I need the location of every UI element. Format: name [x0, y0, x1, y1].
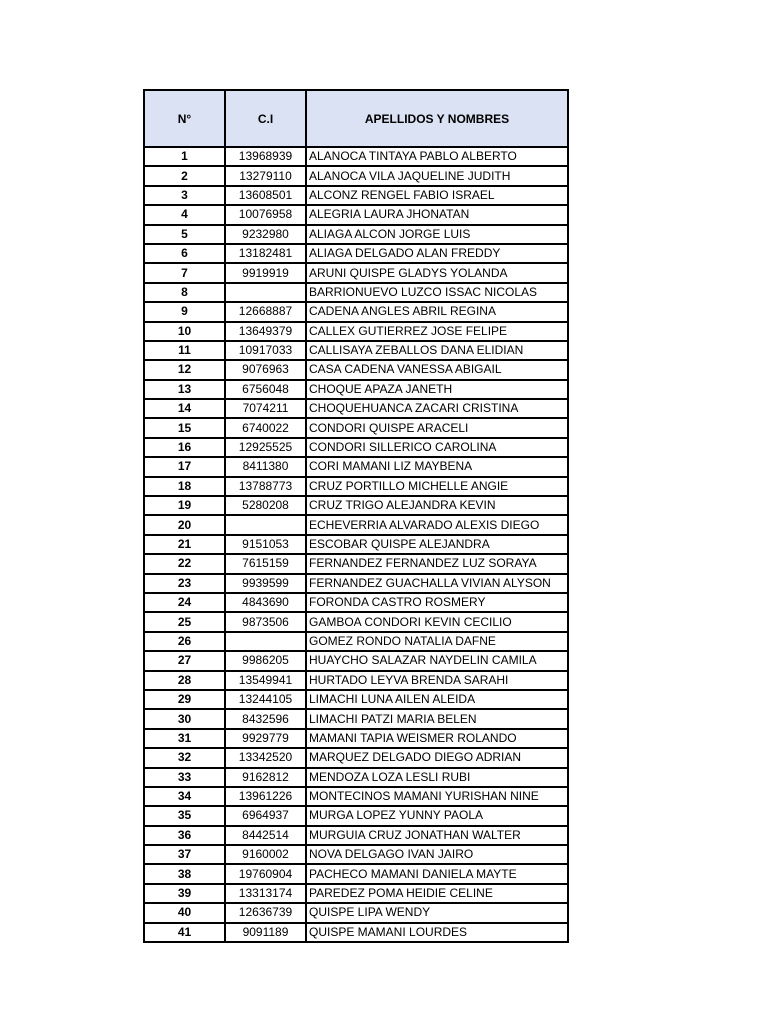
row-number-cell: 20 — [144, 515, 225, 534]
row-number-cell: 27 — [144, 651, 225, 670]
row-name-cell: ALEGRIA LAURA JHONATAN — [306, 205, 568, 224]
table-row — [144, 612, 568, 631]
row-name-cell: GAMBOA CONDORI KEVIN CECILIO — [306, 612, 568, 631]
row-number-cell: 34 — [144, 787, 225, 806]
table-row — [144, 186, 568, 205]
table-row — [144, 903, 568, 922]
header-row — [144, 90, 568, 147]
row-name-cell: HUAYCHO SALAZAR NAYDELIN CAMILA — [306, 651, 568, 670]
table-row — [144, 283, 568, 302]
row-name-cell: MARQUEZ DELGADO DIEGO ADRIAN — [306, 748, 568, 767]
row-ci-cell: 7074211 — [225, 399, 306, 418]
table-row — [144, 341, 568, 360]
row-number-cell: 21 — [144, 535, 225, 554]
row-ci-cell: 8442514 — [225, 826, 306, 845]
row-ci-cell: 13279110 — [225, 166, 306, 185]
row-number-cell: 4 — [144, 205, 225, 224]
row-ci-cell: 6964937 — [225, 806, 306, 825]
row-name-cell: CRUZ TRIGO ALEJANDRA KEVIN — [306, 496, 568, 515]
row-name-cell: PAREDEZ POMA HEIDIE CELINE — [306, 884, 568, 903]
row-ci-cell: 9091189 — [225, 923, 306, 942]
table-row — [144, 845, 568, 864]
table-row — [144, 593, 568, 612]
row-ci-cell: 12925525 — [225, 438, 306, 457]
table-header — [144, 90, 568, 147]
row-name-cell: CRUZ PORTILLO MICHELLE ANGIE — [306, 477, 568, 496]
row-ci-cell: 9160002 — [225, 845, 306, 864]
row-ci-cell: 9162812 — [225, 768, 306, 787]
row-number-cell: 9 — [144, 302, 225, 321]
row-ci-cell: 13244105 — [225, 690, 306, 709]
row-ci-cell: 9076963 — [225, 360, 306, 379]
row-name-cell: CADENA ANGLES ABRIL REGINA — [306, 302, 568, 321]
row-name-cell: MURGA LOPEZ YUNNY PAOLA — [306, 806, 568, 825]
row-name-cell: GOMEZ RONDO NATALIA DAFNE — [306, 632, 568, 651]
row-name-cell: CONDORI SILLERICO CAROLINA — [306, 438, 568, 457]
header-full-name: APELLIDOS Y NOMBRES — [306, 90, 568, 147]
row-name-cell: ALANOCA TINTAYA PABLO ALBERTO — [306, 147, 568, 166]
row-ci-cell: 7615159 — [225, 554, 306, 573]
row-ci-cell: 9151053 — [225, 535, 306, 554]
row-name-cell: CHOQUE APAZA JANETH — [306, 380, 568, 399]
row-number-cell: 5 — [144, 225, 225, 244]
table-row — [144, 418, 568, 437]
table-row — [144, 244, 568, 263]
row-number-cell: 41 — [144, 923, 225, 942]
row-number-cell: 13 — [144, 380, 225, 399]
row-name-cell: MONTECINOS MAMANI YURISHAN NINE — [306, 787, 568, 806]
table-row — [144, 477, 568, 496]
row-number-cell: 35 — [144, 806, 225, 825]
row-name-cell: LIMACHI LUNA AILEN ALEIDA — [306, 690, 568, 709]
table-row — [144, 806, 568, 825]
row-number-cell: 28 — [144, 671, 225, 690]
header-ci: C.I — [225, 90, 306, 147]
row-ci-cell: 12668887 — [225, 302, 306, 321]
row-ci-cell: 9919919 — [225, 263, 306, 282]
row-number-cell: 17 — [144, 457, 225, 476]
row-ci-cell: 8432596 — [225, 709, 306, 728]
row-ci-cell: 19760904 — [225, 864, 306, 883]
row-ci-cell: 9873506 — [225, 612, 306, 631]
row-name-cell: QUISPE MAMANI LOURDES — [306, 923, 568, 942]
row-ci-cell — [225, 515, 306, 534]
row-number-cell: 22 — [144, 554, 225, 573]
row-number-cell: 29 — [144, 690, 225, 709]
row-name-cell: MENDOZA LOZA LESLI RUBI — [306, 768, 568, 787]
table-row — [144, 632, 568, 651]
row-number-cell: 16 — [144, 438, 225, 457]
table-row — [144, 225, 568, 244]
row-name-cell: FORONDA CASTRO ROSMERY — [306, 593, 568, 612]
table-row — [144, 166, 568, 185]
row-ci-cell: 9929779 — [225, 729, 306, 748]
row-ci-cell: 8411380 — [225, 457, 306, 476]
row-name-cell: MURGUIA CRUZ JONATHAN WALTER — [306, 826, 568, 845]
row-number-cell: 6 — [144, 244, 225, 263]
row-number-cell: 26 — [144, 632, 225, 651]
row-name-cell: BARRIONUEVO LUZCO ISSAC NICOLAS — [306, 283, 568, 302]
row-number-cell: 14 — [144, 399, 225, 418]
row-number-cell: 39 — [144, 884, 225, 903]
row-name-cell: ALIAGA ALCON JORGE LUIS — [306, 225, 568, 244]
row-ci-cell: 13788773 — [225, 477, 306, 496]
row-number-cell: 12 — [144, 360, 225, 379]
row-ci-cell: 12636739 — [225, 903, 306, 922]
row-number-cell: 33 — [144, 768, 225, 787]
table-row — [144, 690, 568, 709]
table-body — [144, 147, 568, 942]
table-row — [144, 729, 568, 748]
table-row — [144, 574, 568, 593]
row-ci-cell — [225, 283, 306, 302]
row-ci-cell: 13968939 — [225, 147, 306, 166]
row-name-cell: QUISPE LIPA WENDY — [306, 903, 568, 922]
row-ci-cell: 6740022 — [225, 418, 306, 437]
row-name-cell: ALCONZ RENGEL FABIO ISRAEL — [306, 186, 568, 205]
table-row — [144, 748, 568, 767]
row-ci-cell: 6756048 — [225, 380, 306, 399]
row-ci-cell: 9232980 — [225, 225, 306, 244]
row-number-cell: 11 — [144, 341, 225, 360]
row-name-cell: ALANOCA VILA JAQUELINE JUDITH — [306, 166, 568, 185]
row-ci-cell: 13961226 — [225, 787, 306, 806]
row-ci-cell: 13313174 — [225, 884, 306, 903]
table-row — [144, 554, 568, 573]
table-row — [144, 438, 568, 457]
row-name-cell: CALLISAYA ZEBALLOS DANA ELIDIAN — [306, 341, 568, 360]
table-row — [144, 360, 568, 379]
row-ci-cell: 13182481 — [225, 244, 306, 263]
row-name-cell: ALIAGA DELGADO ALAN FREDDY — [306, 244, 568, 263]
row-number-cell: 32 — [144, 748, 225, 767]
row-number-cell: 18 — [144, 477, 225, 496]
row-name-cell: CHOQUEHUANCA ZACARI CRISTINA — [306, 399, 568, 418]
table-row — [144, 884, 568, 903]
table-row — [144, 535, 568, 554]
row-number-cell: 24 — [144, 593, 225, 612]
row-number-cell: 37 — [144, 845, 225, 864]
row-number-cell: 40 — [144, 903, 225, 922]
row-ci-cell: 10917033 — [225, 341, 306, 360]
table-row — [144, 826, 568, 845]
row-name-cell: NOVA DELGAGO IVAN JAIRO — [306, 845, 568, 864]
row-ci-cell — [225, 632, 306, 651]
row-ci-cell: 10076958 — [225, 205, 306, 224]
row-number-cell: 15 — [144, 418, 225, 437]
row-name-cell: ARUNI QUISPE GLADYS YOLANDA — [306, 263, 568, 282]
row-number-cell: 30 — [144, 709, 225, 728]
row-name-cell: LIMACHI PATZI MARIA BELEN — [306, 709, 568, 728]
row-name-cell: PACHECO MAMANI DANIELA MAYTE — [306, 864, 568, 883]
row-number-cell: 25 — [144, 612, 225, 631]
table-row — [144, 302, 568, 321]
row-ci-cell: 4843690 — [225, 593, 306, 612]
row-number-cell: 2 — [144, 166, 225, 185]
table-row — [144, 515, 568, 534]
table-row — [144, 923, 568, 942]
row-name-cell: FERNANDEZ FERNANDEZ LUZ SORAYA — [306, 554, 568, 573]
row-name-cell: CASA CADENA VANESSA ABIGAIL — [306, 360, 568, 379]
row-number-cell: 10 — [144, 322, 225, 341]
table-row — [144, 322, 568, 341]
row-ci-cell: 5280208 — [225, 496, 306, 515]
row-number-cell: 36 — [144, 826, 225, 845]
row-ci-cell: 9939599 — [225, 574, 306, 593]
row-number-cell: 31 — [144, 729, 225, 748]
header-number: N° — [144, 90, 225, 147]
table-row — [144, 709, 568, 728]
row-name-cell: HURTADO LEYVA BRENDA SARAHI — [306, 671, 568, 690]
row-number-cell: 1 — [144, 147, 225, 166]
table-row — [144, 787, 568, 806]
row-number-cell: 3 — [144, 186, 225, 205]
table-row — [144, 496, 568, 515]
row-name-cell: CORI MAMANI LIZ MAYBENA — [306, 457, 568, 476]
table-row — [144, 457, 568, 476]
row-ci-cell: 13549941 — [225, 671, 306, 690]
student-list-table — [143, 89, 569, 943]
table-row — [144, 671, 568, 690]
row-name-cell: MAMANI TAPIA WEISMER ROLANDO — [306, 729, 568, 748]
row-number-cell: 7 — [144, 263, 225, 282]
row-ci-cell: 13608501 — [225, 186, 306, 205]
row-number-cell: 19 — [144, 496, 225, 515]
table-row — [144, 263, 568, 282]
row-ci-cell: 9986205 — [225, 651, 306, 670]
table-row — [144, 380, 568, 399]
row-name-cell: FERNANDEZ GUACHALLA VIVIAN ALYSON — [306, 574, 568, 593]
row-name-cell: CONDORI QUISPE ARACELI — [306, 418, 568, 437]
table-row — [144, 147, 568, 166]
row-number-cell: 8 — [144, 283, 225, 302]
table-row — [144, 864, 568, 883]
table-row — [144, 205, 568, 224]
table-row — [144, 651, 568, 670]
row-name-cell: CALLEX GUTIERREZ JOSE FELIPE — [306, 322, 568, 341]
table-row — [144, 399, 568, 418]
row-name-cell: ESCOBAR QUISPE ALEJANDRA — [306, 535, 568, 554]
row-name-cell: ECHEVERRIA ALVARADO ALEXIS DIEGO — [306, 515, 568, 534]
row-number-cell: 23 — [144, 574, 225, 593]
row-ci-cell: 13342520 — [225, 748, 306, 767]
row-ci-cell: 13649379 — [225, 322, 306, 341]
row-number-cell: 38 — [144, 864, 225, 883]
table-row — [144, 768, 568, 787]
